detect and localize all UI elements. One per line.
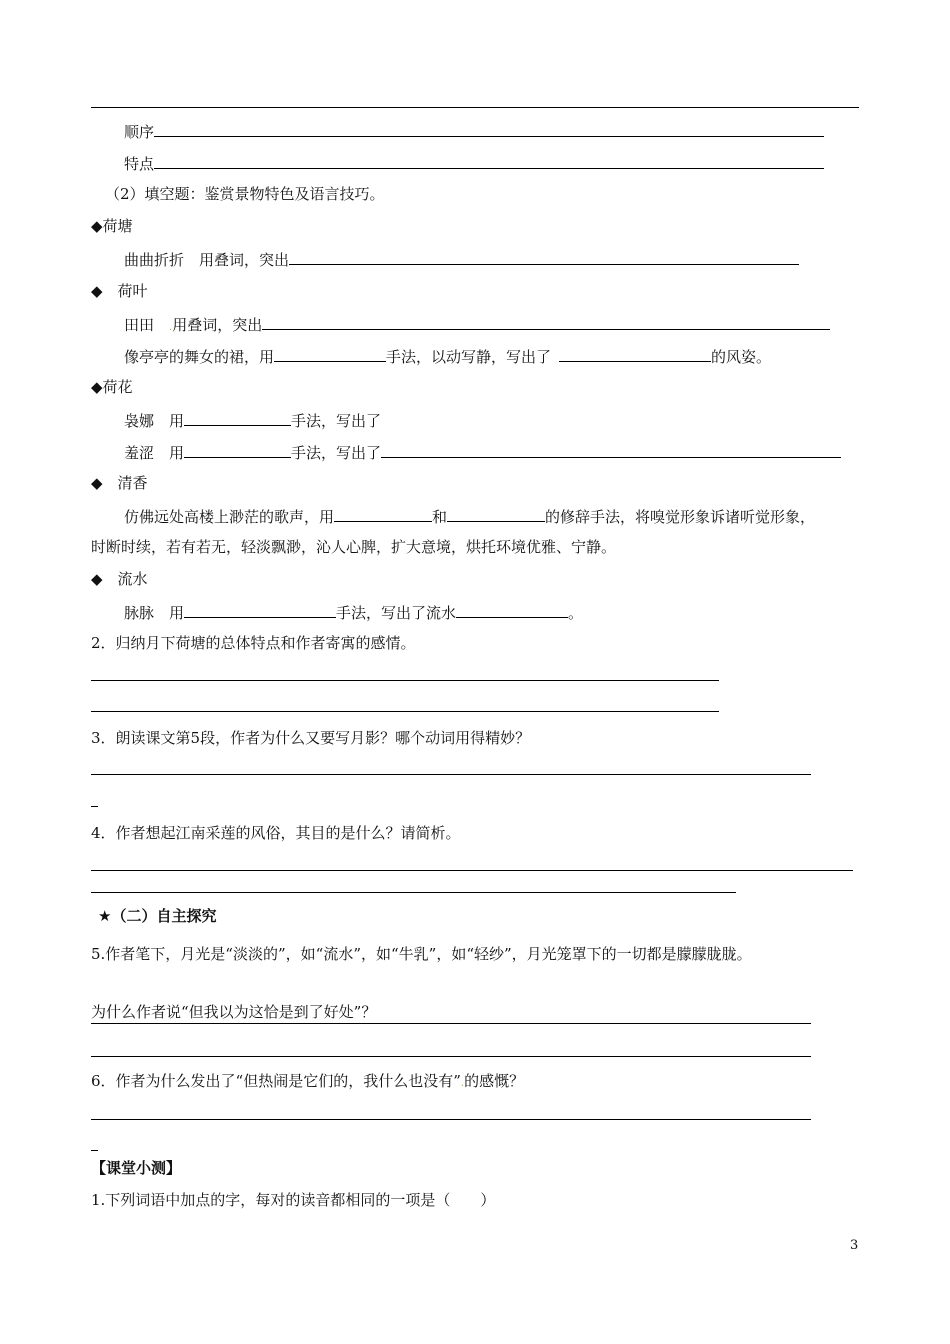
question-6-text-b: 的感慨？ [464, 1072, 525, 1090]
question-5-line-1: 5.作者笔下，月光是“淡淡的”，如“流水”，如“牛乳”，如“轻纱”，月光笼罩下的一切都是朦朦胧胧。 [91, 945, 752, 963]
quiz-question-1: 1.下列词语中加点的字，每对的读音都相同的一项是（ ） [91, 1191, 496, 1209]
leaves-text-b: 用叠词，突出 [172, 316, 263, 334]
pond-heading: ◆荷塘 [91, 217, 133, 235]
flowers-text-d: 手法，写出了 [291, 444, 382, 462]
question-3: 3．朗读课文第5段，作者为什么又要写月影？哪个动词用得精妙？ [91, 729, 531, 747]
fragrance-line-2: 时断时续，若有若无，轻淡飘渺，沁人心脾，扩大意境，烘托环境优雅、宁静。 [91, 538, 617, 556]
question-6 [91, 1071, 524, 1094]
fragrance-text-b: 和 [432, 508, 448, 526]
question-2: 2．归纳月下荷塘的总体特点和作者寄寓的感情。 [91, 634, 416, 652]
q1-2-heading: （2）填空题：鉴赏景物特色及语言技巧。 [105, 185, 385, 203]
pond-blank[interactable] [289, 248, 799, 265]
q3-answer-stub [91, 806, 98, 807]
q5-answer-line-1[interactable] [91, 1023, 811, 1024]
flowers-text-b: 手法，写出了 [291, 412, 382, 430]
water-blank-1[interactable] [184, 601, 336, 618]
q4-answer-line-2[interactable] [91, 892, 736, 893]
flowers-text-c: 羞涩 用 [124, 444, 185, 462]
water-text-b: 手法，写出了流水 [336, 604, 457, 622]
leaves-line-1 [124, 313, 830, 338]
top-rule [91, 107, 859, 108]
leaves-line-2 [124, 345, 771, 367]
flowers-line-2 [124, 441, 841, 463]
leaves-text-d: 手法，以动写静，写出了 [386, 348, 552, 366]
feature-blank[interactable] [154, 152, 824, 169]
sequence-line [124, 120, 824, 142]
q4-answer-line-1[interactable] [91, 870, 853, 871]
leaves-blank-2[interactable] [274, 345, 386, 362]
q3-answer-line-1[interactable] [91, 774, 811, 775]
sequence-blank[interactable] [154, 120, 824, 137]
quiz-heading: 【课堂小测】 [91, 1159, 182, 1177]
leaves-text-e: 的风姿。 [711, 348, 772, 366]
q5-answer-line-2[interactable] [91, 1056, 811, 1057]
water-heading: ◆ 流水 [91, 570, 148, 588]
q6-answer-line-1[interactable] [91, 1119, 811, 1120]
question-6-text-a: 6．作者为什么发出了“但热闹是它们的，我什么也没有” [91, 1072, 461, 1090]
water-blank-2[interactable] [456, 601, 568, 618]
water-line-1 [124, 601, 583, 623]
page-number: 3 [850, 1238, 859, 1253]
leaves-heading: ◆ 荷叶 [91, 282, 148, 300]
section-heading-inquiry: ★（二）自主探究 [98, 907, 217, 925]
pond-line-1 [124, 248, 799, 270]
leaves-blank-3[interactable] [559, 345, 711, 362]
water-text-c: 。 [568, 604, 584, 622]
flowers-text-a: 袅娜 用 [124, 412, 185, 430]
feature-label: 特点 [124, 155, 155, 173]
feature-line [124, 152, 824, 174]
fragrance-text-c: 的修辞手法，将嗅觉形象诉诸听觉形象， [545, 508, 816, 526]
flowers-blank-3[interactable] [381, 441, 841, 458]
leaves-text-c: 像亭亭的舞女的裙，用 [124, 348, 275, 366]
pond-text: 曲曲折折 用叠词，突出 [124, 251, 290, 269]
fragrance-blank-1[interactable] [334, 505, 432, 522]
q6-answer-stub [91, 1150, 98, 1151]
leaves-text-a: 田田 [124, 316, 170, 334]
q2-answer-line-2[interactable] [91, 711, 719, 712]
leaves-blank-1[interactable] [262, 313, 830, 330]
water-text-a: 脉脉 用 [124, 604, 185, 622]
emphasis-dot-2: . [460, 1078, 465, 1089]
sequence-label: 顺序 [124, 123, 155, 141]
flowers-line-1 [124, 409, 381, 431]
question-5-line-2: 为什么作者说“但我以为这恰是到了好处”？ [91, 1003, 377, 1021]
fragrance-line-1 [124, 505, 815, 527]
q2-answer-line-1[interactable] [91, 680, 719, 681]
flowers-blank-1[interactable] [184, 409, 291, 426]
fragrance-heading: ◆ 清香 [91, 474, 148, 492]
fragrance-text-a: 仿佛远处高楼上渺茫的歌声，用 [124, 508, 335, 526]
emphasis-dot: . [169, 322, 173, 333]
question-4: 4．作者想起江南采莲的风俗，其目的是什么？请简析。 [91, 824, 461, 842]
flowers-heading: ◆荷花 [91, 378, 133, 396]
flowers-blank-2[interactable] [184, 441, 291, 458]
fragrance-blank-2[interactable] [447, 505, 545, 522]
